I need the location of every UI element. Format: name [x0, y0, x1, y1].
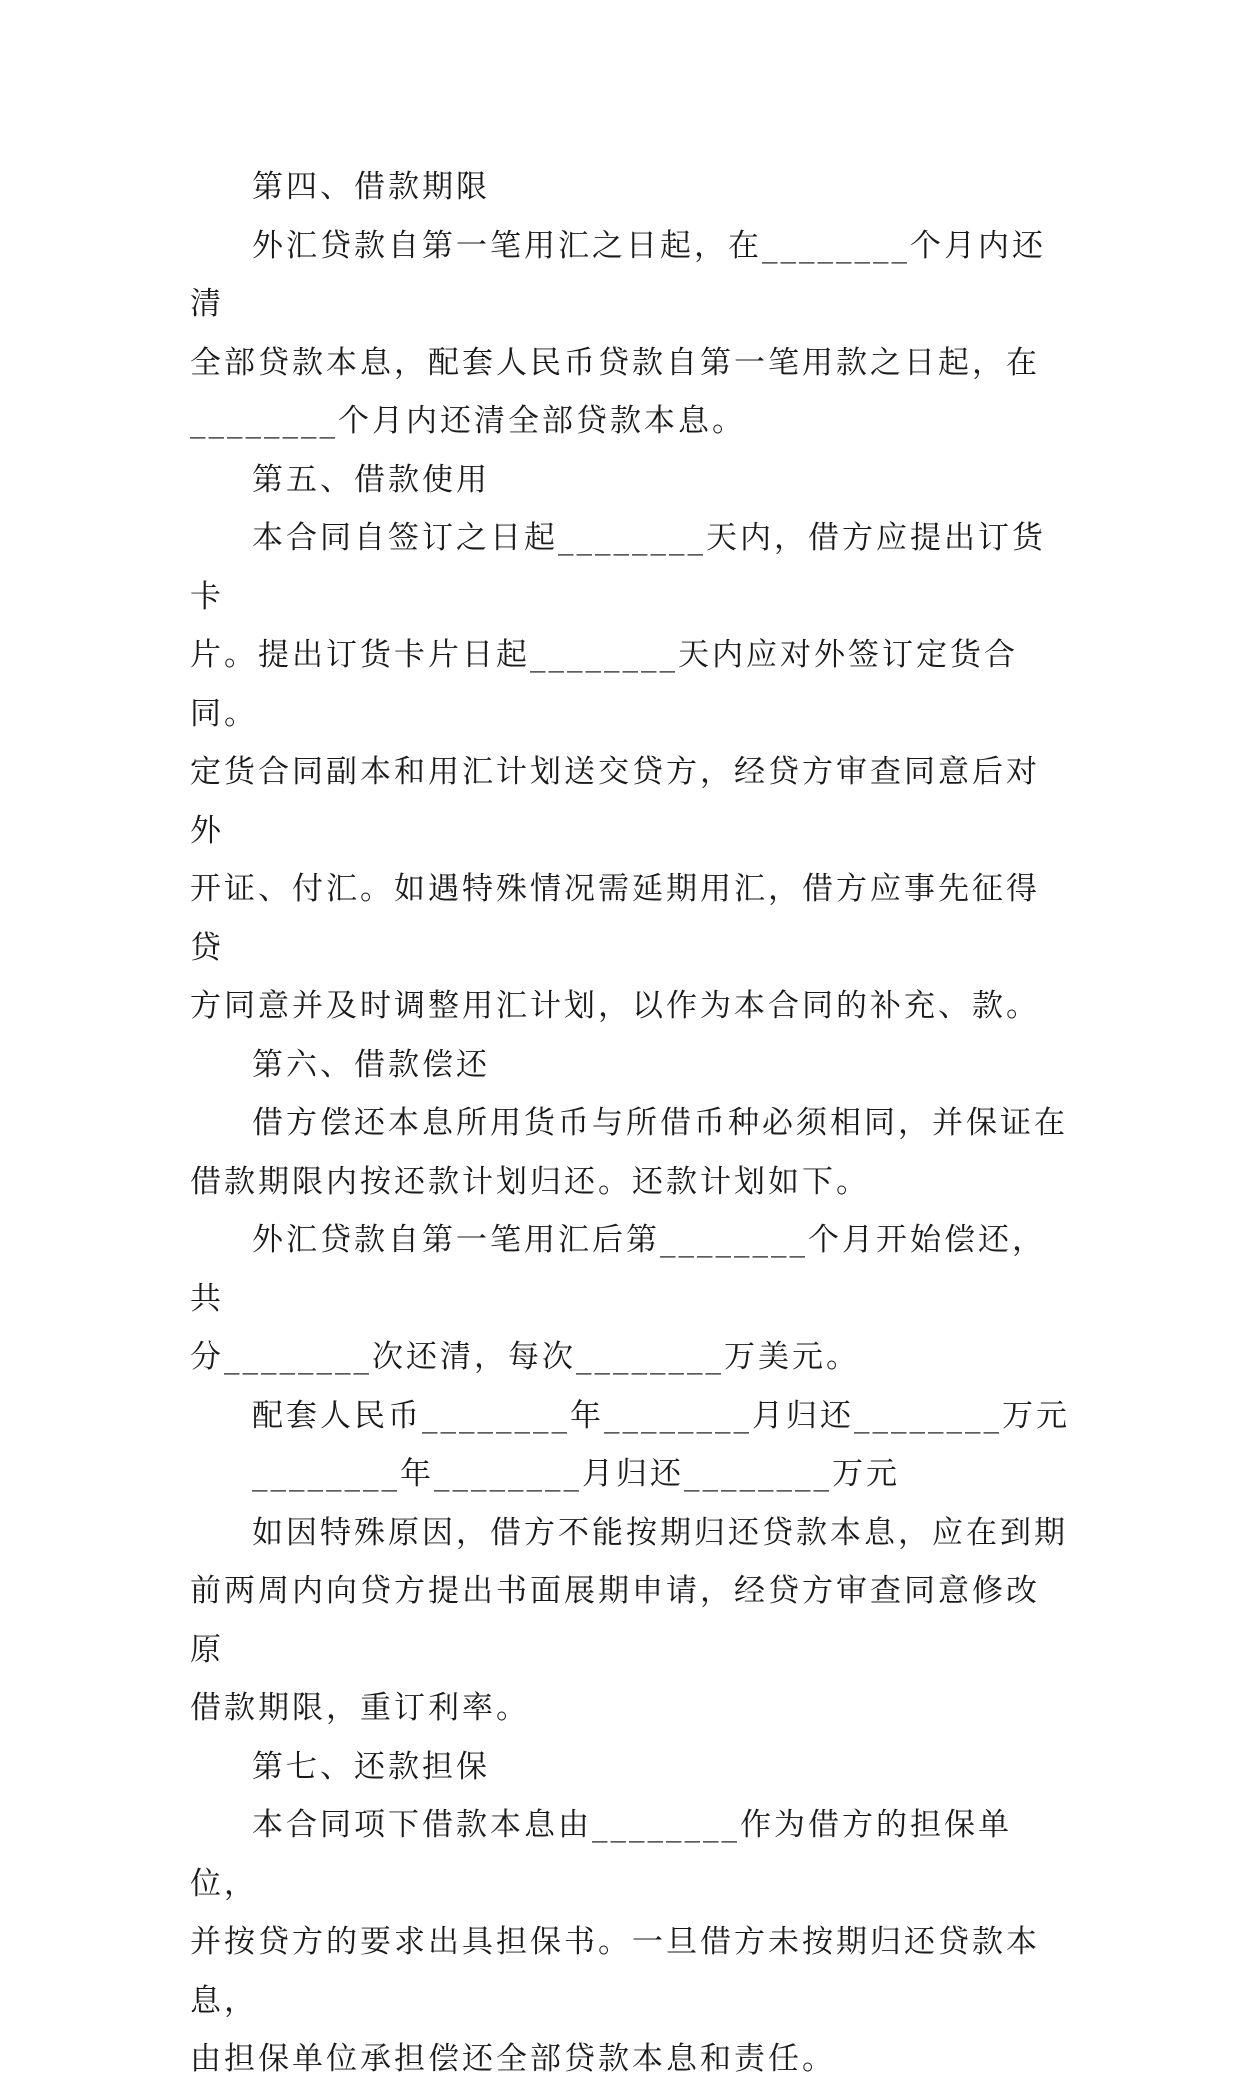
paragraph-line: 如因特殊原因，借方不能按期归还贷款本息，应在到期	[252, 1514, 1068, 1551]
paragraph-line: 片。提出订货卡片日起________天内应对外签订定货合同。	[190, 637, 1018, 732]
paragraph-line: 本合同自签订之日起________天内，借方应提出订货卡	[190, 520, 1046, 615]
paragraph-line: 借款期限，重订利率。	[190, 1690, 530, 1726]
paragraph-line: 开证、付汇。如遇特殊情况需延期用汇，借方应事先征得贷	[190, 871, 1040, 966]
paragraph-line: 分________次还清，每次________万美元。	[190, 1339, 860, 1375]
paragraph-line: 本合同项下借款本息由________作为借方的担保单位，	[190, 1807, 1012, 1902]
paragraph-line: 前两周内向贷方提出书面展期申请，经贷方审查同意修改原	[190, 1573, 1040, 1668]
paragraph-line: 全部贷款本息，配套人民币贷款自第一笔用款之日起，在	[190, 344, 1040, 381]
paragraph-line: 并按贷方的要求出具担保书。一旦借方未按期归还贷款本息，	[190, 1924, 1040, 2019]
paragraph-line: 方同意并及时调整用汇计划，以作为本合同的补充、款。	[190, 988, 1040, 1024]
section-heading-6: 第六、借款偿还	[252, 1046, 490, 1083]
section-heading-7: 第七、还款担保	[252, 1748, 490, 1785]
paragraph-line: ________个月内还清全部贷款本息。	[190, 403, 746, 439]
document-body	[190, 158, 1070, 2089]
paragraph-line: 借方偿还本息所用货币与所借币种必须相同，并保证在	[252, 1105, 1068, 1141]
paragraph-line: 配套人民币________年________月归还________万元	[252, 1397, 1070, 1434]
paragraph-line: 定货合同副本和用汇计划送交贷方，经贷方审查同意后对外	[190, 754, 1040, 849]
section-heading-4: 第四、借款期限	[252, 169, 490, 205]
paragraph-line: ________年________月归还________万元	[252, 1456, 900, 1492]
paragraph-line: 由担保单位承担偿还全部贷款本息和责任。	[190, 2041, 836, 2077]
section-heading-5: 第五、借款使用	[252, 461, 490, 498]
paragraph-line: 借款期限内按还款计划归还。还款计划如下。	[190, 1163, 870, 1200]
paragraph-line: 外汇贷款自第一笔用汇之日起，在________个月内还清	[190, 227, 1046, 322]
paragraph-line: 外汇贷款自第一笔用汇后第________个月开始偿还，共	[190, 1222, 1046, 1317]
